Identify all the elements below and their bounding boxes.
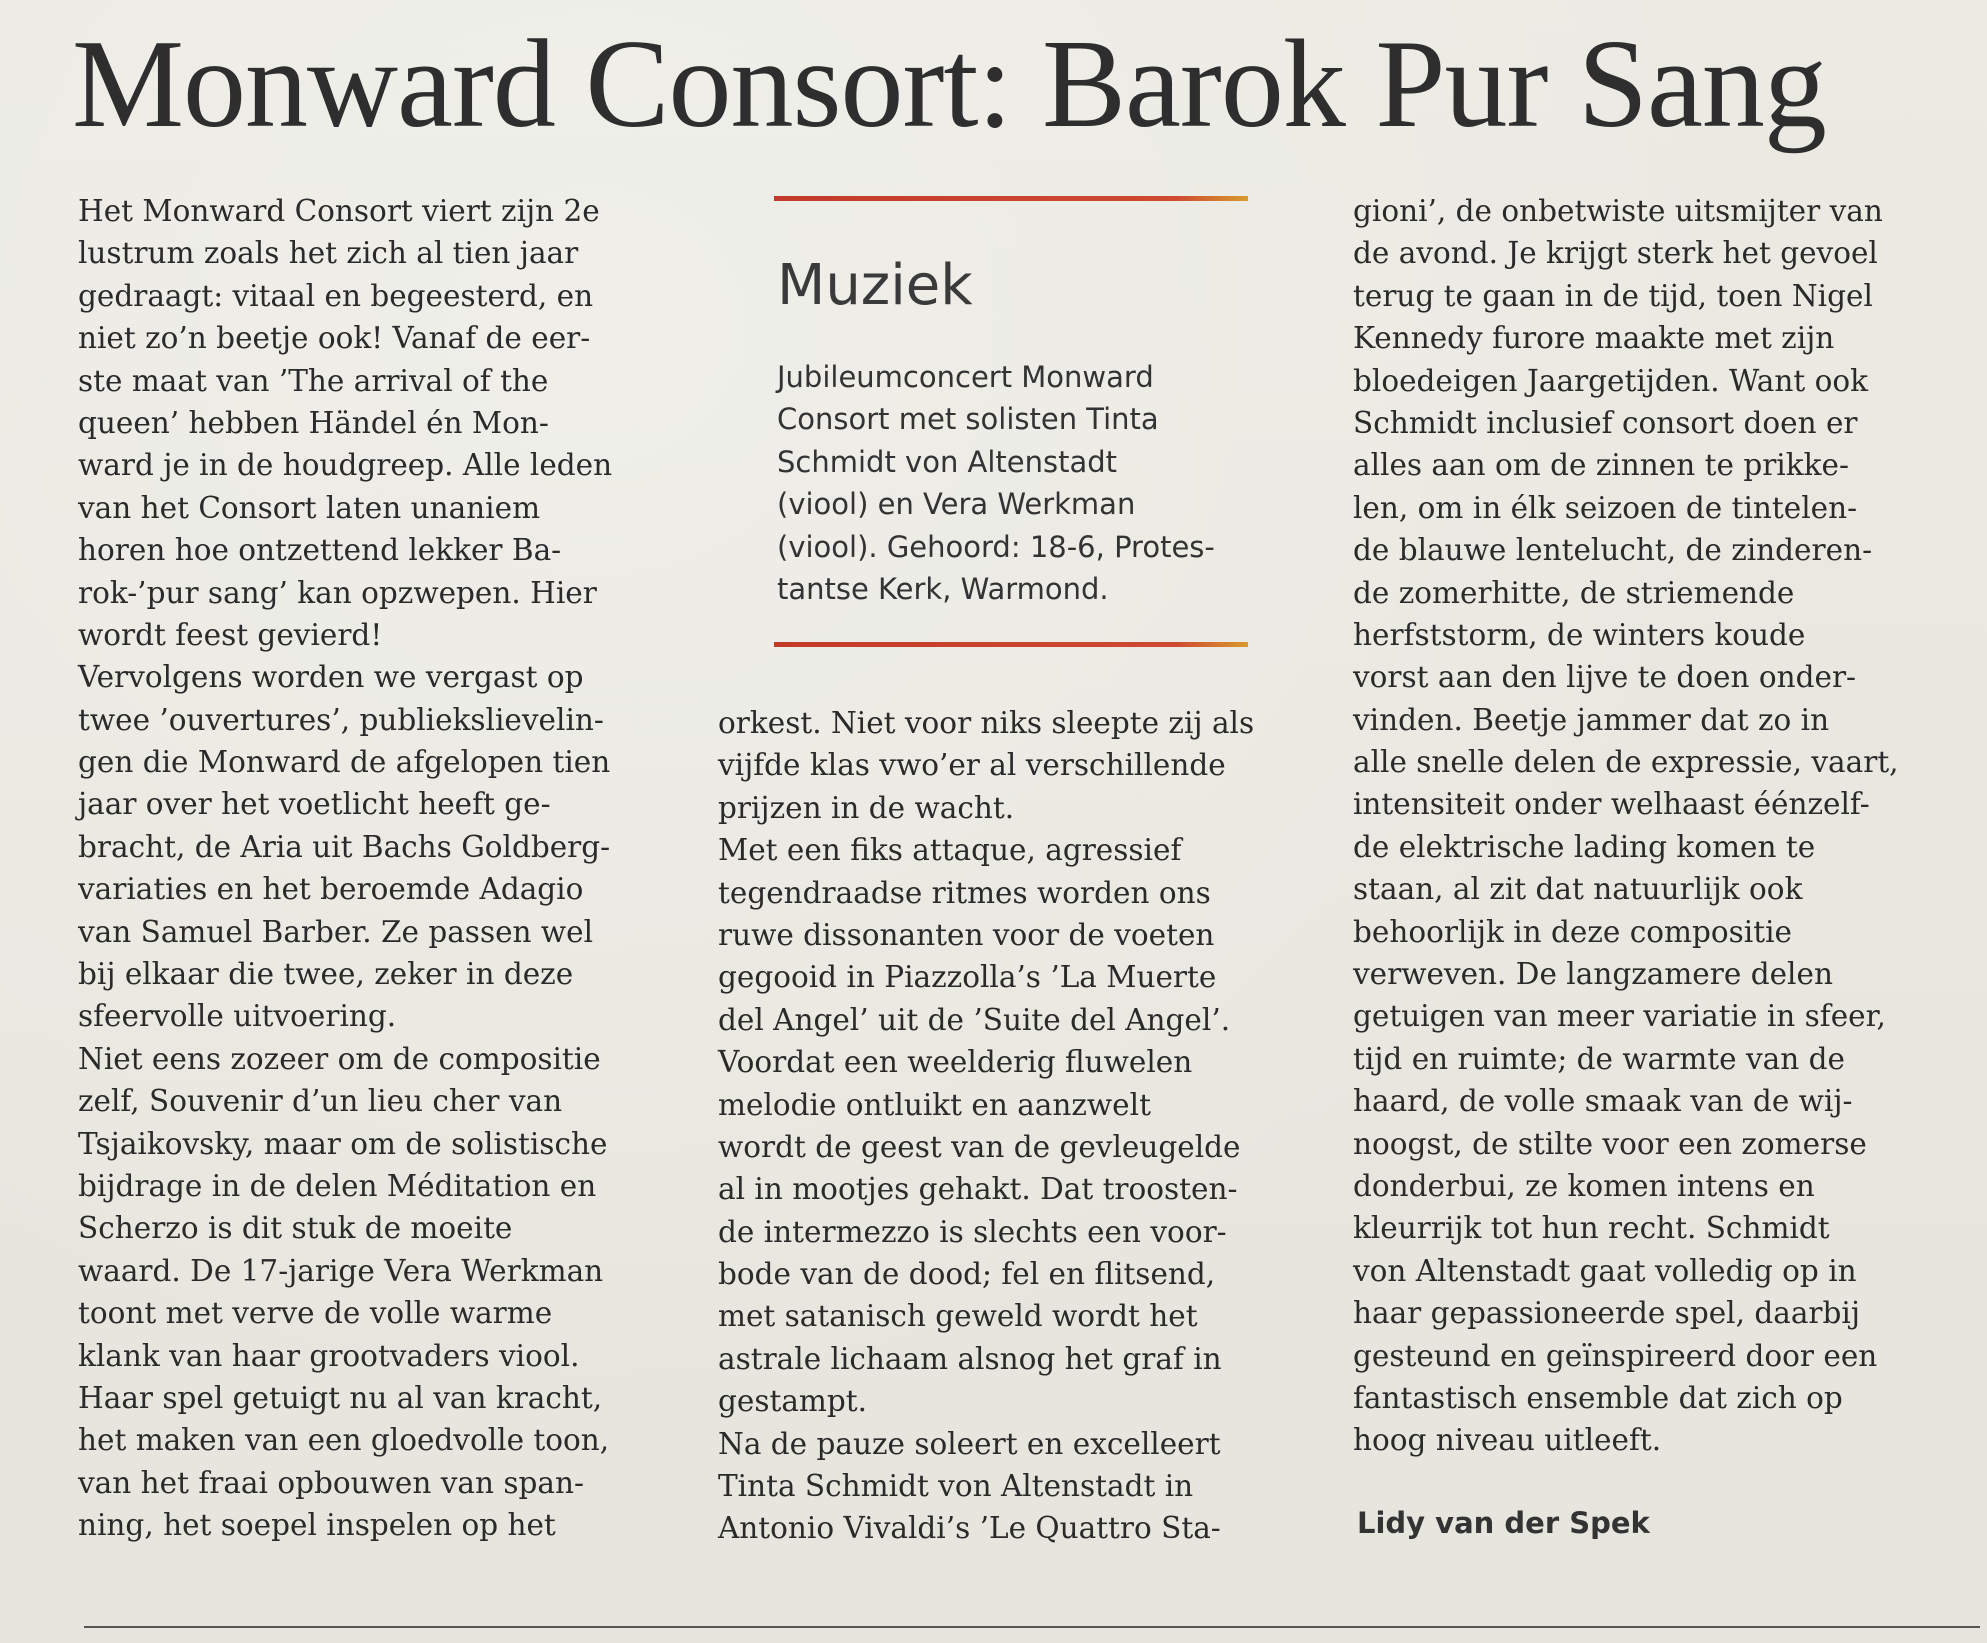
article-text-line: ward je in de houdgreep. Alle leden: [78, 448, 613, 483]
article-text-line: verweven. De langzamere delen: [1353, 957, 1833, 992]
article-text-line: Scherzo is dit stuk de moeite: [78, 1211, 513, 1246]
article-text-line: toont met verve de volle warme: [78, 1296, 553, 1331]
article-text-line: al in mootjes gehakt. Dat troosten-: [718, 1172, 1238, 1207]
article-text-line: terug te gaan in de tijd, toen Nigel: [1353, 278, 1873, 313]
article-text-line: Voordat een weelderig fluwelen: [718, 1045, 1193, 1080]
article-text-line: variaties en het beroemde Adagio: [78, 872, 584, 907]
article-text-line: de zomerhitte, de striemende: [1353, 575, 1795, 610]
article-text-line: gesteund en geïnspireerd door een: [1353, 1338, 1878, 1373]
article-text-line: ruwe dissonanten voor de voeten: [718, 917, 1215, 952]
article-text-line: gestampt.: [718, 1384, 868, 1419]
article-text-line: Met een fiks attaque, agressief: [718, 833, 1182, 868]
info-line: Schmidt von Altenstadt: [777, 444, 1118, 479]
article-text-line: kleurrijk tot hun recht. Schmidt: [1353, 1211, 1830, 1246]
article-text-line: Tinta Schmidt von Altenstadt in: [718, 1469, 1194, 1504]
article-text-line: haar gepassioneerde spel, daarbij: [1353, 1296, 1860, 1331]
article-text-line: bracht, de Aria uit Bachs Goldberg-: [78, 829, 611, 864]
article-text-line: donderbui, ze komen intens en: [1353, 1168, 1815, 1203]
article-text-line: tegendraadse ritmes worden ons: [718, 875, 1211, 910]
article-text-line: bij elkaar die twee, zeker in deze: [78, 957, 574, 992]
article-text-line: bode van de dood; fel en flitsend,: [718, 1257, 1216, 1292]
article-text-line: Kennedy furore maakte met zijn: [1353, 321, 1835, 356]
article-text-line: del Angel’ uit de ’Suite del Angel’.: [718, 1002, 1231, 1037]
article-text-line: van het Consort laten unaniem: [78, 490, 541, 525]
concert-info: [777, 356, 1247, 610]
article-column-1: [78, 190, 698, 1547]
article-text-line: staan, al zit dat natuurlijk ook: [1353, 872, 1803, 907]
article-text-line: niet zo’n beetje ook! Vanaf de eer-: [78, 321, 591, 356]
info-line: Consort met solisten Tinta: [777, 402, 1159, 437]
article-text-line: vinden. Beetje jammer dat zo in: [1353, 702, 1830, 737]
article-column-2: [718, 702, 1338, 1550]
article-text-line: noogst, de stilte voor een zomerse: [1353, 1126, 1867, 1161]
article-text-line: sfeervolle uitvoering.: [78, 999, 397, 1034]
article-text-line: melodie ontluikt en aanzwelt: [718, 1087, 1151, 1122]
article-text-line: klank van haar grootvaders viool.: [78, 1338, 580, 1373]
article-text-line: queen’ hebben Händel én Mon-: [78, 405, 549, 440]
concert-info-box: [774, 196, 1250, 658]
article-text-line: Antonio Vivaldi’s ’Le Quattro Sta-: [718, 1511, 1221, 1546]
article-text-line: van Samuel Barber. Ze passen wel: [78, 914, 594, 949]
article-text-line: wordt de geest van de gevleugelde: [718, 1129, 1241, 1164]
article-text-line: Vervolgens worden we vergast op: [78, 660, 584, 695]
article-text-line: waard. De 17-jarige Vera Werkman: [78, 1253, 604, 1288]
article-text-line: rok-’pur sang’ kan opzwepen. Hier: [78, 575, 597, 610]
article-text-line: Schmidt inclusief consort doen er: [1353, 405, 1858, 440]
article-text-line: ning, het soepel inspelen op het: [78, 1508, 556, 1543]
article-text-line: gegooid in Piazzolla’s ’La Muerte: [718, 960, 1217, 995]
article-text-line: met satanisch geweld wordt het: [718, 1299, 1198, 1334]
article-column-3: [1353, 190, 1963, 1462]
article-text-line: bijdrage in de delen Méditation en: [78, 1168, 597, 1203]
article-text-line: gen die Monward de afgelopen tien: [78, 745, 611, 780]
article-text-line: jaar over het voetlicht heeft ge-: [78, 787, 551, 822]
article-text-line: het maken van een gloedvolle toon,: [78, 1423, 610, 1458]
article-text-line: alles aan om de zinnen te prikke-: [1353, 448, 1849, 483]
article-text-line: twee ’ouvertures’, publiekslievelin-: [78, 702, 604, 737]
article-text-line: bloedeigen Jaargetijden. Want ook: [1353, 363, 1868, 398]
article-text-line: gedraagt: vitaal en begeesterd, en: [78, 278, 594, 313]
article-text-line: astrale lichaam alsnog het graf in: [718, 1341, 1222, 1376]
article-text-line: intensiteit onder welhaast éénzelf-: [1353, 787, 1870, 822]
article-text-line: hoog niveau uitleeft.: [1353, 1423, 1662, 1458]
article-text-line: horen hoe ontzettend lekker Ba-: [78, 533, 562, 568]
article-text-line: behoorlijk in deze compositie: [1353, 914, 1792, 949]
article-text-line: haard, de volle smaak van de wij-: [1353, 1084, 1853, 1119]
article-text-line: vijfde klas vwo’er al verschillende: [718, 748, 1226, 783]
article-text-line: de avond. Je krijgt sterk het gevoel: [1353, 236, 1878, 271]
bottom-divider: [84, 1626, 1980, 1628]
article-text-line: lustrum zoals het zich al tien jaar: [78, 236, 579, 271]
article-text-line: alle snelle delen de expressie, vaart,: [1353, 745, 1899, 780]
article-text-line: ste maat van ’The arrival of the: [78, 363, 549, 398]
info-line: tantse Kerk, Warmond.: [777, 571, 1109, 606]
article-text-line: Haar spel getuigt nu al van kracht,: [78, 1380, 603, 1415]
article-text-line: van het fraai opbouwen van span-: [78, 1465, 584, 1500]
article-text-line: de elektrische lading komen te: [1353, 829, 1816, 864]
article-text-line: herfststorm, de winters koude: [1353, 617, 1806, 652]
article-text-line: orkest. Niet voor niks sleepte zij als: [718, 706, 1255, 740]
info-box-top-rule: [774, 196, 1248, 201]
article-text-line: Niet eens zozeer om de compositie: [78, 1041, 601, 1076]
info-line: (viool). Gehoord: 18-6, Protes-: [777, 529, 1215, 564]
info-line: Jubileumconcert Monward: [777, 360, 1154, 394]
article-text-line: wordt feest gevierd!: [78, 617, 383, 652]
article-text-line: prijzen in de wacht.: [718, 790, 1015, 825]
article-text-line: fantastisch ensemble dat zich op: [1353, 1380, 1843, 1415]
article-text-line: Na de pauze soleert en excelleert: [718, 1426, 1221, 1461]
info-line: (viool) en Vera Werkman: [777, 487, 1136, 522]
article-text-line: gioni’, de onbetwiste uitsmijter van: [1353, 194, 1883, 228]
article-text-line: Het Monward Consort viert zijn 2e: [78, 194, 600, 228]
section-label: Muziek: [777, 253, 973, 318]
author-byline: Lidy van der Spek: [1357, 1506, 1650, 1540]
article-text-line: getuigen van meer variatie in sfeer,: [1353, 999, 1886, 1034]
article-text-line: de intermezzo is slechts een voor-: [718, 1214, 1227, 1249]
article-headline: Monward Consort: Barok Pur Sang: [72, 15, 1826, 154]
article-text-line: de blauwe lentelucht, de zinderen-: [1353, 533, 1873, 568]
article-text-line: von Altenstadt gaat volledig op in: [1353, 1253, 1857, 1288]
info-box-bottom-rule: [774, 642, 1248, 647]
article-text-line: tijd en ruimte; de warmte van de: [1353, 1041, 1845, 1076]
article-text-line: zelf, Souvenir d’un lieu cher van: [78, 1084, 563, 1119]
article-text-line: Tsjaikovsky, maar om de solistische: [78, 1126, 608, 1161]
article-text-line: vorst aan den lijve te doen onder-: [1353, 660, 1857, 695]
article-text-line: len, om in élk seizoen de tintelen-: [1353, 490, 1858, 525]
